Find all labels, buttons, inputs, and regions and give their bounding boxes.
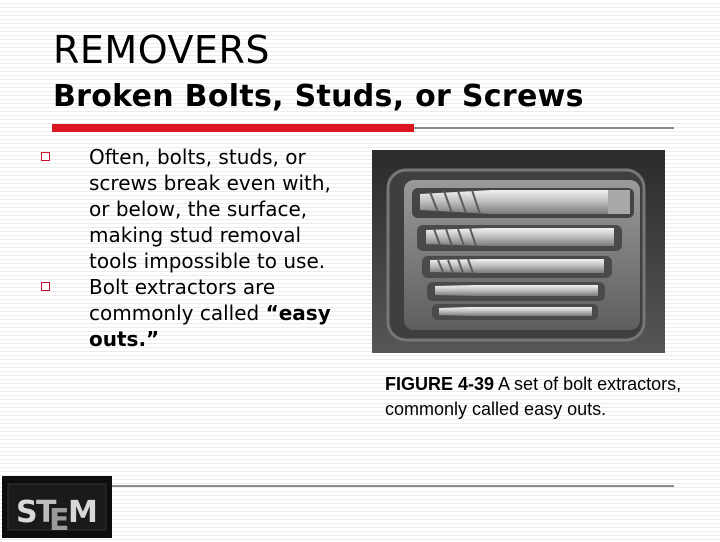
bolt-extractors-photo [372, 150, 665, 353]
bullet-item [40, 144, 340, 274]
figure-number: FIGURE 4-39 [385, 374, 495, 394]
figure-caption-text: A set of bolt extractors, commonly called easy outs. [385, 374, 682, 419]
title-underline-gray [414, 127, 674, 129]
slide-subtitle: Broken Bolts, Studs, or Screws [53, 79, 584, 114]
bullet-text: Often, bolts, studs, or screws break even with, or below, the surface, making stud removal tools impossible to use. [89, 145, 331, 273]
bullet-emphasis: “easy outs.” [89, 301, 331, 351]
footer-rule [112, 485, 674, 487]
svg-text:E: E [49, 503, 70, 538]
stem-logo-icon [2, 476, 112, 538]
bullet-text: Bolt extractors are commonly called [89, 275, 276, 325]
bullet-list [40, 144, 340, 352]
slide-title: REMOVERS [53, 28, 270, 72]
svg-text:M: M [68, 495, 98, 530]
figure-caption [385, 372, 695, 422]
stem-logo [2, 476, 112, 538]
bolt-extractors-image [372, 150, 665, 353]
bullet-icon [41, 282, 50, 291]
bullet-icon [41, 152, 50, 161]
bullet-item [40, 274, 340, 352]
svg-text:S: S [16, 495, 38, 530]
svg-text:T: T [36, 495, 57, 530]
title-underline-red [52, 124, 414, 132]
